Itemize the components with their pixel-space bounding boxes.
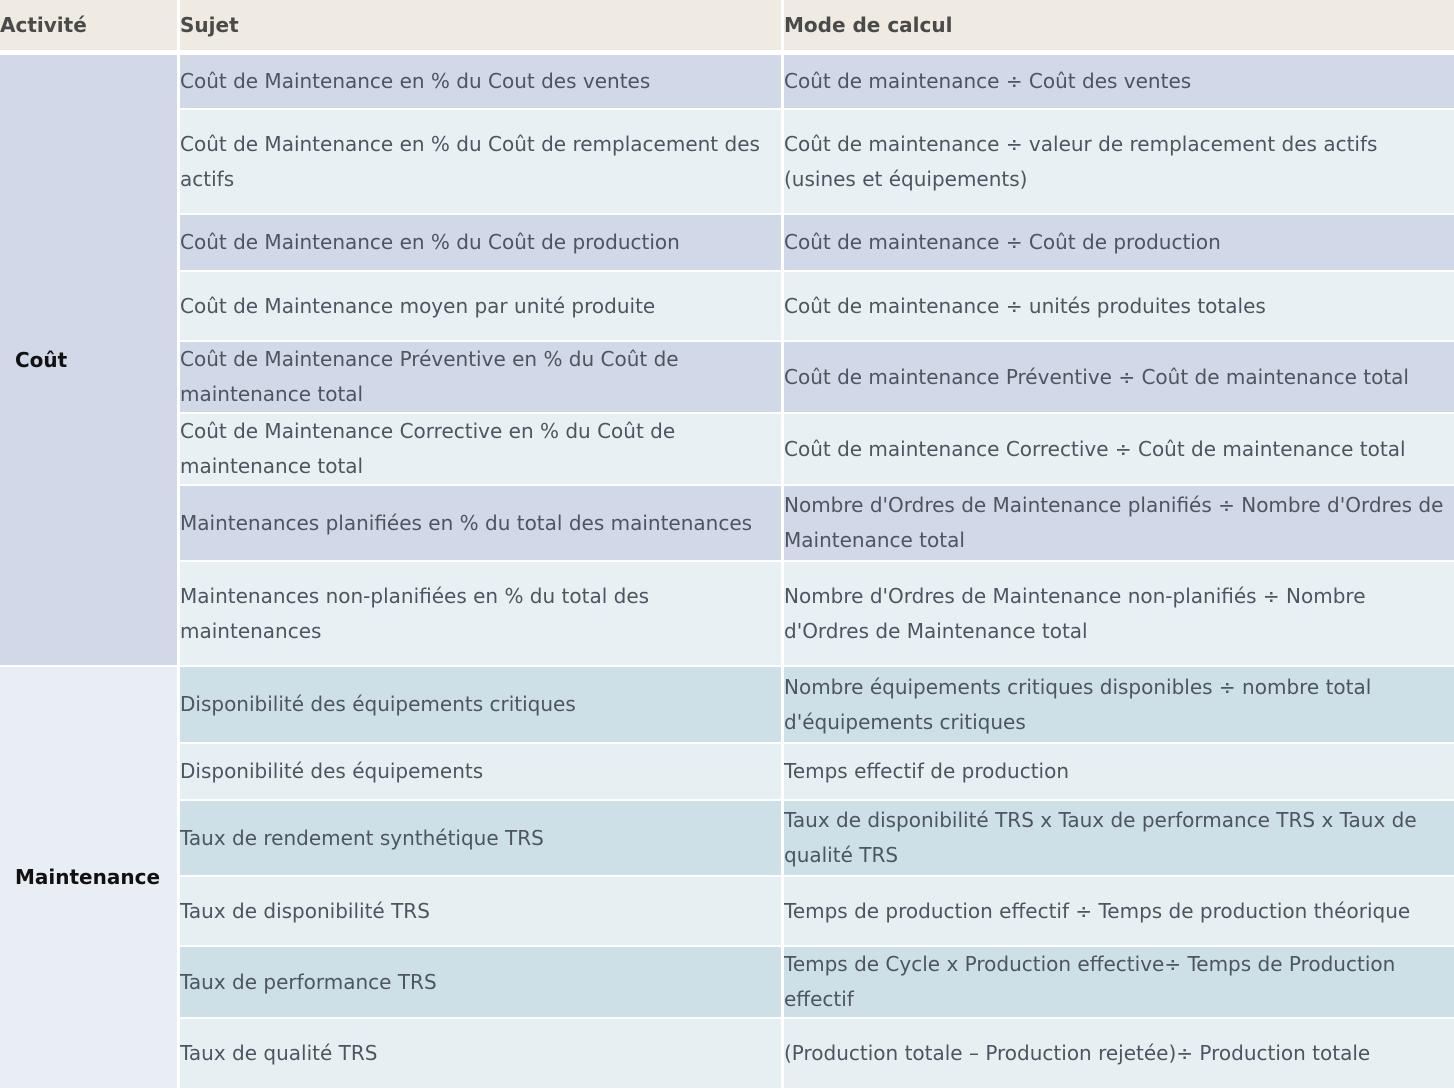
sujet-cell: Taux de qualité TRS (180, 1019, 784, 1090)
table-row (0, 801, 1454, 877)
table-row (0, 414, 1454, 486)
table-row (0, 342, 1454, 414)
sujet-cell: Taux de disponibilité TRS (180, 877, 784, 947)
table-row (0, 877, 1454, 947)
calcul-cell: Coût de maintenance Préventive ÷ Coût de maintenance total (784, 342, 1454, 414)
calcul-cell: (Production totale – Production rejetée)÷ Production totale (784, 1019, 1454, 1090)
activity-cell-cout: Coût (0, 55, 180, 667)
sujet-cell: Coût de Maintenance en % du Coût de production (180, 215, 784, 272)
sujet-cell: Coût de Maintenance Préventive en % du Coût de maintenance total (180, 342, 784, 414)
sujet-cell: Coût de Maintenance Corrective en % du Coût de maintenance total (180, 414, 784, 486)
table-row (0, 1019, 1454, 1090)
sujet-cell: Coût de Maintenance en % du Coût de remplacement des actifs (180, 110, 784, 215)
calcul-cell: Nombre d'Ordres de Maintenance planifiés ÷ Nombre d'Ordres de Maintenance total (784, 486, 1454, 562)
calcul-cell: Coût de maintenance ÷ Coût des ventes (784, 55, 1454, 110)
sujet-cell: Maintenances non-planifiées en % du total des maintenances (180, 562, 784, 667)
table-row (0, 486, 1454, 562)
calcul-cell: Coût de maintenance ÷ Coût de production (784, 215, 1454, 272)
sujet-cell: Disponibilité des équipements (180, 744, 784, 801)
table-row (0, 110, 1454, 215)
sujet-cell: Coût de Maintenance en % du Cout des ventes (180, 55, 784, 110)
header-sujet: Sujet (180, 0, 784, 55)
table-row (0, 562, 1454, 667)
calcul-cell: Taux de disponibilité TRS x Taux de performance TRS x Taux de qualité TRS (784, 801, 1454, 877)
table-row (0, 55, 1454, 110)
header-activite: Activité (0, 0, 180, 55)
table-row (0, 744, 1454, 801)
calcul-cell: Temps de Cycle x Production effective÷ Temps de Production effectif (784, 947, 1454, 1019)
sujet-cell: Taux de rendement synthétique TRS (180, 801, 784, 877)
sujet-cell: Taux de performance TRS (180, 947, 784, 1019)
calcul-cell: Nombre équipements critiques disponibles ÷ nombre total d'équipements critiques (784, 667, 1454, 744)
calcul-cell: Temps effectif de production (784, 744, 1454, 801)
header-mode-de-calcul: Mode de calcul (784, 0, 1454, 55)
calcul-cell: Temps de production effectif ÷ Temps de production théorique (784, 877, 1454, 947)
sujet-cell: Coût de Maintenance moyen par unité produite (180, 272, 784, 342)
calcul-cell: Coût de maintenance ÷ valeur de remplacement des actifs (usines et équipements) (784, 110, 1454, 215)
table-row (0, 215, 1454, 272)
activity-cell-maintenance: Maintenance (0, 667, 180, 1090)
sujet-cell: Maintenances planifiées en % du total des maintenances (180, 486, 784, 562)
table-header-row (0, 0, 1454, 55)
calcul-cell: Coût de maintenance ÷ unités produites totales (784, 272, 1454, 342)
calcul-cell: Nombre d'Ordres de Maintenance non-planifiés ÷ Nombre d'Ordres de Maintenance total (784, 562, 1454, 667)
sujet-cell: Disponibilité des équipements critiques (180, 667, 784, 744)
table-row (0, 667, 1454, 744)
table-row (0, 947, 1454, 1019)
calcul-cell: Coût de maintenance Corrective ÷ Coût de maintenance total (784, 414, 1454, 486)
table-row (0, 272, 1454, 342)
